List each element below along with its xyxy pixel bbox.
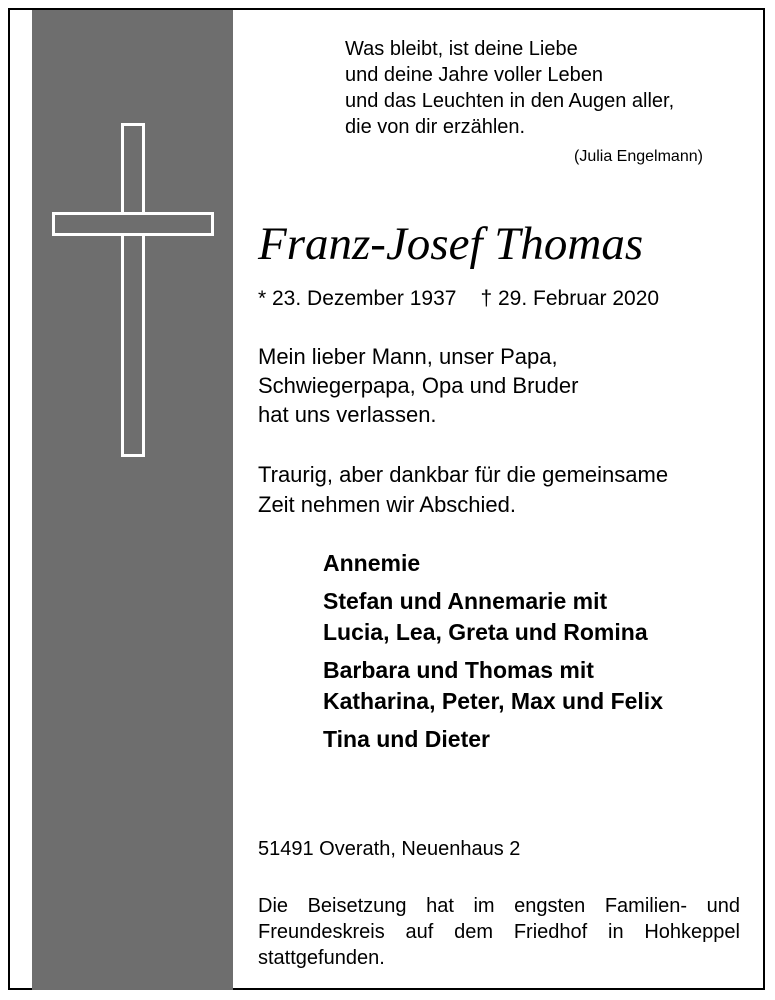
cross-vertical-bar: [121, 123, 145, 457]
mourner-line: Tina und Dieter: [323, 726, 490, 752]
birth-date: * 23. Dezember 1937: [258, 287, 457, 310]
poem-line: und deine Jahre voller Leben: [345, 64, 603, 86]
mourner-group: [323, 724, 490, 755]
death-date: † 29. Februar 2020: [480, 287, 660, 310]
poem-line: Was bleibt, ist deine Liebe: [345, 38, 578, 60]
address: 51491 Overath, Neuenhaus 2: [258, 838, 521, 860]
life-dates: [258, 285, 659, 313]
cross-center: [124, 215, 142, 233]
deceased-name: Franz-Josef Thomas: [258, 218, 644, 270]
mourner-line: Barbara und Thomas mit: [323, 657, 594, 683]
poem: [345, 36, 674, 140]
poem-line: und das Leuchten in den Augen aller,: [345, 90, 675, 112]
poem-line: die von dir erzählen.: [345, 116, 526, 138]
thanks-line: Zeit nehmen wir Abschied.: [258, 492, 517, 517]
funeral-line: Die Beisetzung hat im engsten Familien- und: [258, 895, 740, 917]
funeral-line: stattgefunden.: [258, 947, 385, 969]
mourner-group: [323, 586, 648, 648]
poem-author: (Julia Engelmann): [574, 148, 703, 165]
message-line: Schwiegerpapa, Opa und Bruder: [258, 373, 579, 398]
message-line: hat uns verlassen.: [258, 402, 437, 427]
mourner-line: Katharina, Peter, Max und Felix: [323, 688, 663, 714]
farewell-message: [258, 342, 578, 429]
funeral-line: Freundeskreis auf dem Friedhof in Hohkeppel: [258, 921, 740, 943]
thanks-message: [258, 460, 668, 520]
mourner-group: [323, 548, 420, 579]
message-line: Mein lieber Mann, unser Papa,: [258, 344, 558, 369]
mourner-group: [323, 655, 663, 717]
cross-icon: [52, 123, 214, 457]
funeral-notice: [258, 893, 740, 971]
thanks-line: Traurig, aber dankbar für die gemeinsame: [258, 462, 669, 487]
mourner-line: Annemie: [323, 550, 421, 576]
mourner-line: Stefan und Annemarie mit: [323, 588, 608, 614]
mourner-line: Lucia, Lea, Greta und Romina: [323, 619, 648, 645]
